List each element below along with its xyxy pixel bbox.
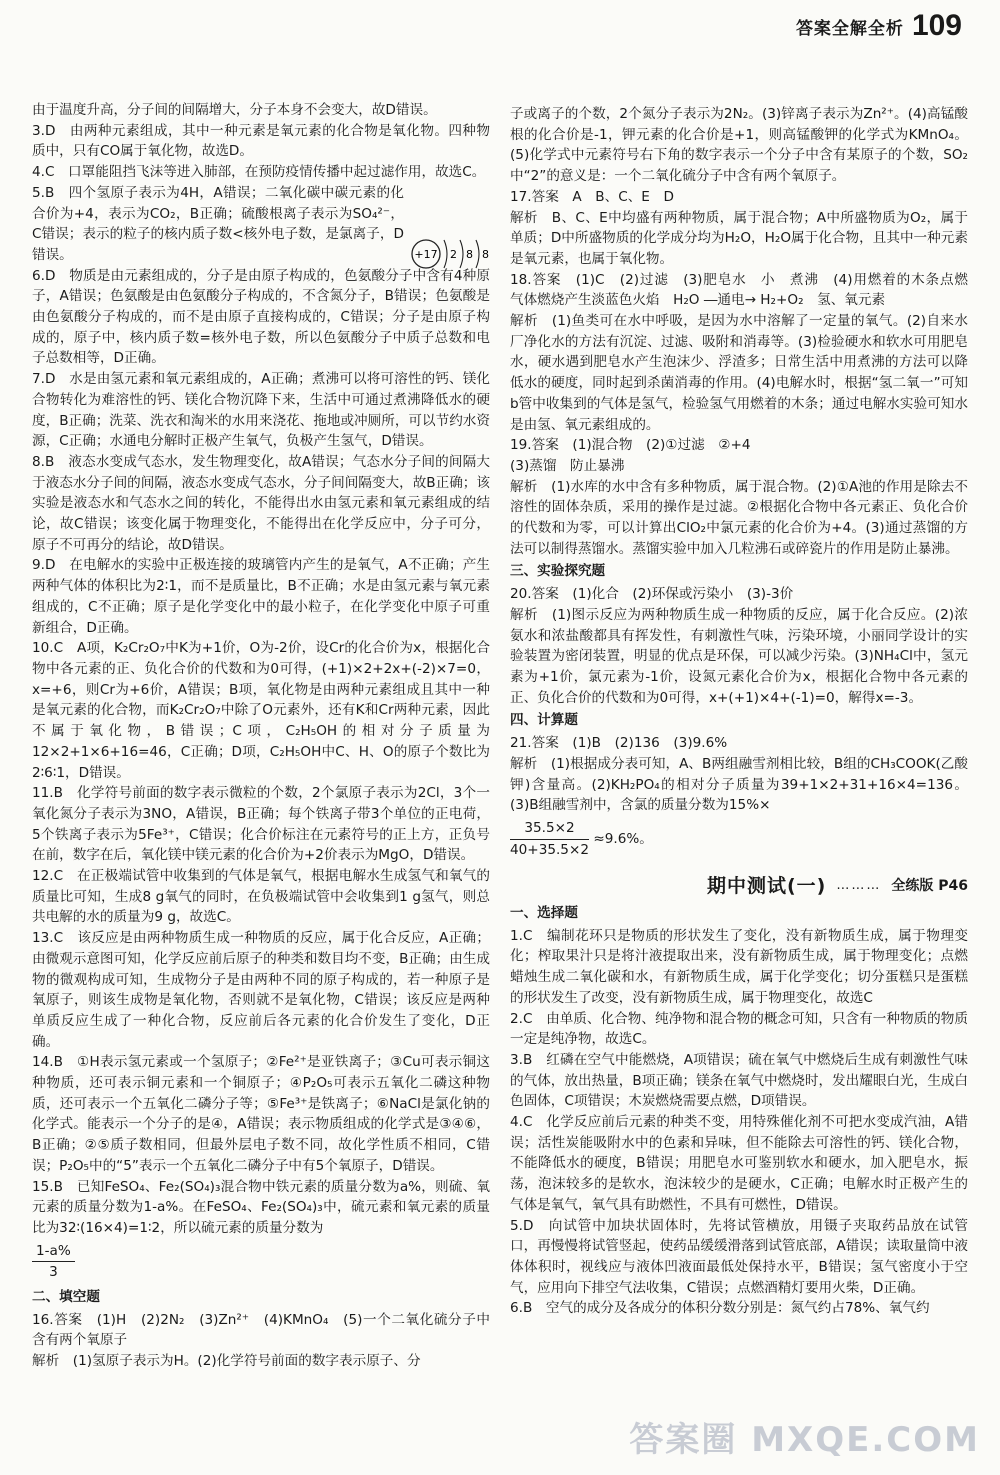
answer-10: 10.C A项，K₂Cr₂O₇中K为+1价，O为-2价，设Cr的化合价为x，根据化合物中各元素的正、负化合价的代数和为0可得，(+1)×2+2x+(-2)×7=0，x=+6，则Cr为+6价，A错误；B项，氧化物是由两种元素组成且其中一种是氧元素的化合物，而K₂Cr₂O₇中除了O元素外，还有K和Cr两种元素，因此不属于氧化物，B错误；C项，C₂H₅OH的相对分子质量为12×2+1×6+16=46，C正确；D项，C₂H₅OH中C、H、O的原子个数比为2∶6∶1，D错误。 [32, 640, 490, 781]
answer-12: 12.C 在正极端试管中收集到的气体是氧气，根据电解水生成氢气和氧气的质量比可知，生成8 g氧气的同时，在负极端试管中会收集到1 g氢气，则总共电解的水的质量为9 g，故选C。 [32, 868, 490, 926]
answer-20: 20.答案 (1)化合 (2)环保或污染小 (3)-3价 [510, 586, 794, 603]
fraction-numerator: 35.5×2 [510, 818, 589, 840]
answer-8: 8.B 液态水变成气态水，发生物理变化，故A错误；气态水分子间的间隔大于液态水分子间的间隔，液态水变成气态水，分子间间隔变大，故B正确；该实验是液态水和气态水之间的转化，不能得出水由氢元素和氧元素组成的结论，故C错误；该变化属于物理变化，不能得出在化学反应中，分子可分，原子不可再分的结论，故D错误。 [32, 453, 490, 553]
watermark-logo: 答案圈 MXQE.COM [629, 1420, 980, 1460]
answer-3: 3.D 由两种元素组成，其中一种元素是氧元素的化合物是氧化物。四种物质中，只有CO属于氧化物，故选D。 [32, 122, 490, 160]
answer-11: 11.B 化学符号前面的数字表示微粒的个数，2个氯原子表示为2Cl，3个一氧化氮分子表示为3NO，A错误，B正确；每个铁离子带3个单位的正电荷，5个铁离子表示为5Fe³⁺，C错误；化合价标注在元素符号的正上方，正负号在前，数字在后，氧化镁中镁元素的化合价为+2价表示为MgO，D错误。 [32, 785, 490, 864]
answer-7: 7.D 水是由氢元素和氧元素组成的，A正确；煮沸可以将可溶性的钙、镁化合物转化为难溶性的钙、镁化合物沉降下来，生活中可通过煮沸降低水的硬度，B正确；洗菜、洗衣和淘米的水用来浇花、拖地或冲厕所，可以节约水资源，C正确；水通电分解时正极产生氧气，负极产生氢气，D错误。 [32, 371, 490, 450]
midterm-answer-6: 6.B 空气的成分及各成分的体积分数分别是：氮气约占78%、氧气约 [510, 1300, 930, 1317]
fraction-denominator: 40+35.5×2 [510, 841, 589, 858]
atom-structure-diagram [410, 232, 490, 276]
nucleus-charge: +17 [414, 248, 438, 261]
answer-17-explanation: 解析 B、C、E中均盛有两种物质，属于混合物；A中所盛物质为O₂，属于单质；D中所盛物质的化学成分均为H₂O，H₂O属于化合物，且其中一种元素是氧元素，也属于氧化物。 [510, 209, 968, 267]
fraction-21 [510, 818, 589, 860]
page-number: 109 [911, 9, 962, 42]
midterm-answer-1: 1.C 编制花环只是物质的形状发生了变化，没有新物质生成，属于物理变化；榨取果汁只是将汁液提取出来，没有新物质生成，属于物理变化；点燃蜡烛生成二氧化碳和水，有新物质生成，属于化学变化；切分蛋糕只是蛋糕的形状发生了改变，没有新物质生成，属于物理变化，故选C [510, 927, 968, 1006]
section-choice: 一、选择题 [510, 905, 578, 922]
shell-electrons-1: 2 [450, 248, 457, 261]
answer-6: 6.D 物质是由元素组成的，分子是由原子构成的，色氨酸分子中含有4种原子，A错误；色氨酸是由色氨酸分子构成的，不含氮分子，B错误；色氨酸是由色氨酸分子构成的，而不是由原子直接构成的，C错误；分子是由原子构成的，原子中，核内质子数=核外电子数，所以色氨酸分子中质子总数和电子总数相等，D正确。 [32, 267, 490, 367]
midterm-heading [510, 876, 968, 897]
shell-arc-2 [460, 240, 463, 268]
answer-21-explanation: 解析 (1)根据成分表可知，A、B两组融雪剂相比较，B组的CH₃COOK(乙酸钾)含量高。(2)KH₂PO₄的相对分子质量为39+1×2+31+16×4=136。(3)B组融雪剂中，含氯的质量分数为15%× [510, 755, 968, 814]
fraction-15 [32, 1241, 75, 1283]
answer-16-continued: 子或离子的个数，2个氮分子表示为2N₂。(3)锌离子表示为Zn²⁺。(4)高锰酸根的化合价是-1，钾元素的化合价是+1，则高锰酸钾的化学式为KMnO₄。(5)化学式中元素符号右下角的数字表示一个分子中含有某原子的个数，SO₂中“2”的意义是：一个二氧化硫分子中含有两个氧原子。 [510, 106, 968, 185]
answer-9: 9.D 在电解水的实验中正极连接的玻璃管内产生的是氧气，A不正确；产生两种气体的体积比为2∶1，而不是质量比，B不正确；水是由氢元素与氧元素组成的，C不正确；原子是化学变化中的最小粒子，在化学变化中原子可重新组合，D正确。 [32, 557, 490, 636]
section-fill-in: 二、填空题 [32, 1289, 100, 1306]
midterm-answer-2: 2.C 由单质、化合物、纯净物和混合物的概念可知，只含有一种物质的物质一定是纯净物，故选C。 [510, 1010, 968, 1048]
answer-18-explanation: 解析 (1)鱼类可在水中呼吸，是因为水中溶解了一定量的氧气。(2)自来水厂净化水的方法有沉淀、过滤、吸附和消毒等。(3)检验硬水和软水可用肥皂水，硬水遇到肥皂水产生泡沫少、浮渣多；日常生活中用煮沸的方法可以降低水的硬度，同时起到杀菌消毒的作用。(4)电解水时，根据“氢二氧一”可知b管中收集到的气体是氢气，检验氢气用燃着的木条；通过电解水实验可知水是由氢、氧元素组成的。 [510, 313, 968, 433]
section-calculation: 四、计算题 [510, 712, 578, 729]
shell-arc-1 [444, 240, 447, 268]
answer-14: 14.B ①H表示氢元素或一个氢原子；②Fe²⁺是亚铁离子；③Cu可表示铜这种物质，还可表示铜元素和一个铜原子；④P₂O₅可表示五氧化二磷这种物质，还可表示一个五氧化二磷分子等；⑤Fe³⁺是铁离子；⑥NaCl是氯化钠的化学式。能表示一个分子的是④，A错误；表示物质组成的化学式是③④⑥，B正确；②⑤质子数相同，但最外层电子数不同，故化学性质不相同，C错误；P₂O₅中的“5”表示一个五氧化二磷分子中有5个氧原子，D错误。 [32, 1054, 490, 1174]
midterm-leader-dots: ……… [836, 878, 882, 894]
answer-19: 19.答案 (1)混合物 (2)①过滤 ②+4 (3)蒸馏 防止暴沸 [510, 437, 751, 474]
midterm-answer-4: 4.C 化学反应前后元素的种类不变，用特殊催化剂不可把水变成汽油，A错误；活性炭能吸附水中的色素和异味，但不能除去可溶性的钙、镁化合物，不能降低水的硬度，B错误；用肥皂水可鉴别软水和硬水，加入肥皂水，振荡，泡沫较多的是软水，泡沫较少的是硬水，C正确；电解水时正极产生的气体是氧气，氧气具有助燃性，不具有可燃性，D错误。 [510, 1114, 968, 1213]
fraction-numerator: 1-a% [32, 1241, 75, 1263]
answer-16: 16.答案 (1)H (2)2N₂ (3)Zn²⁺ (4)KMnO₄ (5)一个二氧化硫分子中含有两个氧原子 [32, 1311, 490, 1349]
answer-21: 21.答案 (1)B (2)136 (3)9.6% [510, 735, 728, 752]
left-column [32, 100, 490, 1372]
answer-20-explanation: 解析 (1)图示反应为两种物质生成一种物质的反应，属于化合反应。(2)浓氨水和浓盐酸都具有挥发性，有刺激性气味，污染环境，小丽同学设计的实验装置为密闭装置，明显的优点是环保，可以减少污染。(3)NH₄Cl中，氢元素为+1价，氯元素为-1价，设氮元素化合价为x，根据化合物中各元素的正、负化合价的代数和为0可得，x+(+1)×4+(-1)=0，解得x=-3。 [510, 606, 968, 706]
shell-electrons-2: 8 [466, 248, 473, 261]
answer-17: 17.答案 A B、C、E D [510, 188, 674, 205]
answer-16-explanation: 解析 (1)氢原子表示为H。(2)化学符号前面的数字表示原子、分 [32, 1353, 421, 1370]
shell-arc-3 [476, 240, 479, 268]
right-column [510, 104, 982, 1319]
answer-19-explanation: 解析 (1)水库的水中含有多种物质，属于混合物。(2)①A池的作用是除去不溶性的固体杂质，采用的操作是过滤。②根据化合物中各元素正、负化合价的代数和为零，可以计算出ClO₂中氯元素的化合价为+4。(3)通过蒸馏的方法可以制得蒸馏水。蒸馏实验中加入几粒沸石或碎瓷片的作用是防止暴沸。 [510, 478, 968, 557]
fraction-denominator: 3 [49, 1264, 58, 1281]
fraction-21-row [510, 816, 968, 862]
midterm-title: 期中测试(一) [707, 875, 827, 898]
answer-15: 15.B 已知FeSO₄、Fe₂(SO₄)₃混合物中铁元素的质量分数为a%，则硫、氧元素的质量分数为1-a%。在FeSO₄、Fe₂(SO₄)₃中，硫元素和氧元素的质量比为32∶(16×4)=1∶2，所以硫元素的质量分数为 [32, 1178, 490, 1236]
fraction-result: ≈9.6%。 [593, 831, 653, 848]
header-title: 答案全解全析 [795, 18, 904, 39]
midterm-page-ref: 全练版 P46 [891, 878, 968, 895]
midterm-answer-5: 5.D 向试管中加块状固体时，先将试管横放，用镊子夹取药品放在试管口，再慢慢将试管竖起，使药品缓缓滑落到试管底部，A错误；读取量筒中液体体积时，视线应与液体凹液面最低处保持水平，B错误；氢气密度小于空气，应用向下排空气法收集，C错误；点燃酒精灯要用火柴，D正确。 [510, 1217, 968, 1296]
midterm-answer-3: 3.B 红磷在空气中能燃烧，A项错误；硫在氧气中燃烧后生成有刺激性气味的气体，放出热量，B项正确；镁条在氧气中燃烧时，发出耀眼白光，生成白色固体，C项错误；木炭燃烧需要点燃，D项错误。 [510, 1051, 968, 1110]
answer-5: 5.B 四个氢原子表示为4H，A错误；二氧化碳中碳元素的化合价为+4，表示为CO₂，B正确；硫酸根离子表示为SO₄²⁻，C错误；表示的粒子的核内质子数<核外电子数，是氯离子，D错误。 [32, 184, 404, 263]
section-experiment: 三、实验探究题 [510, 563, 606, 580]
page-header [796, 6, 962, 46]
answer-18: 18.答案 (1)C (2)过滤 (3)肥皂水 小 煮沸 (4)用燃着的木条点燃 气体燃烧产生淡蓝色火焰 H₂O ―通电→ H₂+O₂ 氢、氧元素 [510, 271, 982, 309]
answer-4: 4.C 口罩能阻挡飞沫等进入肺部，在预防疫情传播中起过滤作用，故选C。 [32, 164, 486, 181]
answer-paragraph: 由于温度升高，分子间的间隔增大，分子本身不会变大，故D错误。 [32, 102, 437, 118]
shell-electrons-3: 8 [482, 248, 489, 261]
answer-13: 13.C 该反应是由两种物质生成一种物质的反应，属于化合反应，A正确；由微观示意图可知，化学反应前后原子的种类和数目均不变，B正确；由生成物的微观构成可知，生成物分子是由两种不同的原子构成的，若一种原子是氧原子，则该生成物是氧化物，否则就不是氧化物，C错误；该反应是两种单质反应生成了一种化合物，反应前后各元素的化合价发生了变化，D正确。 [32, 930, 490, 1050]
